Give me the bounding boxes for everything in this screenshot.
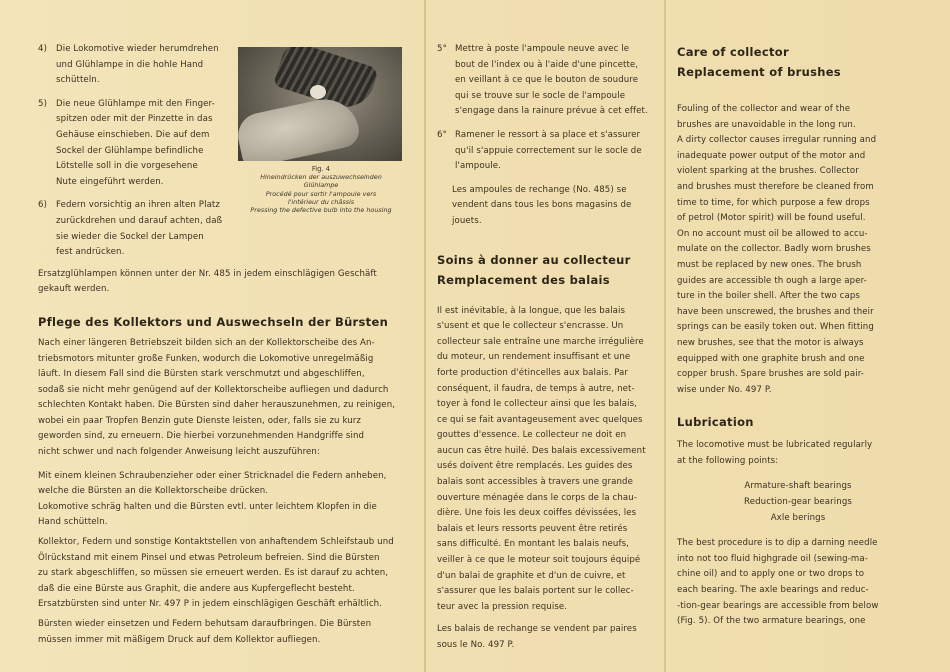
text-line: usés doivent être remplacés. Les guides des — [437, 461, 633, 472]
text-line: sans difficulté. En montant les balais neufs, — [437, 539, 629, 550]
text-line: Ersatzbürsten sind unter Nr. 497 P in jedem einschlägigen Geschäft erhältlich. — [38, 599, 383, 610]
text-line: copper brush. Spare brushes are sold pair- — [677, 369, 864, 380]
text-line: into not too fluid highgrade oil (sewing-ma- — [677, 553, 868, 564]
text-line: zu stark abgeschliffen, so müssen sie erneuert werden. Es ist darauf zu achten, — [38, 568, 389, 579]
text-line: forte production d'étincelles aux balais. Par — [437, 367, 629, 378]
text-line: Mettre à poste l'ampoule neuve avec le — [455, 44, 630, 54]
text-line: violent sparking at the brushes. Collector — [677, 166, 859, 177]
text-line: Mit einem kleinen Schraubenzieher oder einer Stricknadel die Federn anheben, — [38, 470, 387, 481]
list-number: 5) — [38, 98, 48, 109]
section-heading-fr — [437, 250, 655, 290]
text-line: new brushes, see that the motor is always — [677, 337, 864, 348]
text-line: wise under No. 497 P. — [677, 384, 772, 395]
text-line: läuft. In diesem Fall sind die Bürsten stark verschmutzt und abgeschliffen, — [38, 369, 365, 380]
text-line: collecteur sale entraîne une marche irrégulière — [437, 336, 644, 347]
text-line: triebsmotors mitunter große Funken, wodurch die Lokomotive unregelmäßig — [38, 353, 374, 364]
text-line: Il est inévitable, à la longue, que les balais — [437, 305, 626, 316]
caption-en: Pressing the defective bulb into the housing — [250, 206, 392, 215]
lubrication-point: Axle berings — [770, 512, 826, 523]
text-line: toyer à fond le collecteur ainsi que les balais, — [437, 399, 637, 410]
page-fold — [424, 0, 426, 672]
text-line: und Glühlampe in die hohle Hand — [56, 59, 204, 70]
bulb-image — [310, 85, 326, 99]
text-line: and brushes must therefore be cleaned from — [677, 181, 874, 192]
text-line: Lötstelle soll in die vorgesehene — [56, 161, 198, 172]
text-line: s'engage dans la rainure prévue à cet effet. — [455, 106, 648, 117]
caption-line: Glühlampe — [303, 181, 339, 190]
text-line: balais sont accessibles à travers une grande — [437, 477, 633, 488]
text-line: vendent dans tous les bons magasins de — [452, 200, 632, 211]
text-line: Federn vorsichtig an ihren alten Platz — [56, 200, 221, 211]
list-text — [56, 198, 222, 260]
text-line: s'usent et que le collecteur s'encrasse. Un — [437, 321, 624, 332]
text-line: aucun cas être huilé. Des balais excessivement — [437, 445, 646, 456]
text-line: ture in the boiler shell. After the two caps — [677, 291, 860, 302]
text-line: welche die Bürsten an die Kollektorscheibe drücken. — [38, 486, 269, 497]
text-line: Die neue Glühlampe mit den Finger- — [56, 98, 215, 109]
text-line: dière. Une fois les deux coiffes dévissées, les — [437, 508, 637, 519]
lubrication-point: Reduction-gear bearings — [744, 497, 852, 508]
text-line: Lokomotive schräg halten und die Bürsten evtl. unter leichtem Klopfen in die — [38, 501, 377, 512]
text-line: Sockel der Glühlampe befindliche — [56, 145, 204, 156]
text-line: inadequate power output of the motor and — [677, 150, 866, 161]
text-line: schlechten Kontakt haben. Die Bürsten sind daher herauszunehmen, zu reinigen, — [38, 400, 396, 411]
text-line: schütteln. — [56, 75, 100, 86]
text-line: -tion-gear bearings are accessible from below — [677, 600, 879, 611]
text-line: en veillant à ce que le bouton de soudure — [455, 75, 639, 86]
text-line: Nach einer längeren Betriebszeit bilden sich an der Kollektorscheibe des An- — [38, 337, 375, 348]
text-line: nicht schwer und nach folgender Anweisung leicht auszuführen: — [38, 447, 320, 458]
heading-line: Replacement of brushes — [677, 65, 841, 79]
text-line: must be replaced by new ones. The brush — [677, 259, 862, 270]
text-line: sodaß sie nicht mehr genügend auf der Kollektorscheibe aufliegen und dadurch — [38, 384, 389, 395]
text-line: qui se trouve sur le socle de l'ampoule — [455, 90, 626, 101]
text-line: bout de l'index ou à l'aide d'une pincette, — [455, 59, 639, 70]
text-line: sous le No. 497 P. — [437, 640, 515, 650]
list-number: 4) — [38, 44, 48, 54]
text-line: ouverture ménagée dans le corps de la chau- — [437, 492, 638, 503]
lubrication-point: Armature-shaft bearings — [744, 481, 852, 492]
text-line: Gehäuse einschieben. Die auf dem — [56, 129, 210, 140]
french-column — [437, 42, 655, 654]
text-line: d'un balai de graphite et d'un de cuivre, et — [437, 570, 626, 581]
text-line: of petrol (Motor spirit) will be found useful. — [677, 213, 866, 224]
text-line: qu'il s'appuie correctement sur le socle de — [455, 145, 642, 156]
text-line: geworden sind, zu erneuern. Die hierbei vorzunehmenden Handgriffe sind — [38, 431, 365, 442]
text-line: balais et leurs ressorts peuvent être retirés — [437, 523, 628, 534]
list-number: 5° — [437, 44, 447, 54]
caption-line: Hineindrücken der auszuwechselnden — [260, 173, 382, 182]
list-text — [56, 97, 215, 191]
text-line: teur avec la pression requise. — [437, 601, 568, 612]
text-line: The best procedure is to dip a darning needle — [677, 538, 878, 549]
list-item — [38, 97, 238, 191]
caption-line: l'intérieur du châssis — [287, 197, 355, 206]
list-text — [455, 42, 648, 120]
figure-caption — [236, 165, 406, 214]
text-line: springs can be easily token out. When fitting — [677, 322, 874, 333]
text-line: l'ampoule. — [455, 161, 501, 172]
heading-line: Remplacement des balais — [437, 272, 610, 287]
text-line: The locomotive must be lubricated regularly — [677, 440, 873, 451]
list-number: 6) — [38, 200, 48, 211]
text-line: jouets. — [452, 215, 482, 226]
list-item — [437, 42, 655, 120]
text-line: (Fig. 5). Of the two armature bearings, one — [677, 616, 866, 627]
text-line: Ölrückstand mit einem Pinsel und etwas Petroleum befreien. Sind die Bürsten — [38, 552, 380, 563]
heading-line: Care of collector — [677, 45, 789, 59]
figure-photo — [238, 47, 402, 161]
text-line: On no account must oil be allowed to accu- — [677, 228, 868, 239]
lubrication-heading: Lubrication — [677, 415, 754, 430]
section-heading-de: Pflege des Kollektors und Auswechseln der Bürsten — [38, 314, 389, 329]
text-line: sie wieder die Sockel der Lampen — [56, 231, 204, 242]
page-fold — [664, 0, 666, 672]
list-item — [38, 42, 238, 89]
list-text — [455, 128, 642, 175]
text-line: fest andrücken. — [56, 247, 125, 258]
list-text — [56, 42, 219, 89]
text-line: chine oil) and to apply one or two drops to — [677, 569, 865, 580]
text-line: zurückdrehen und darauf achten, daß — [56, 215, 223, 226]
text-line: Ersatzglühlampen können unter der Nr. 485 in jedem einschlägigen Geschäft — [38, 268, 377, 279]
text-line: wobei ein paar Tropfen Benzin gute Dienste leisten, oder, falls sie zu kurz — [38, 415, 362, 426]
text-line: Les balais de rechange se vendent par paires — [437, 624, 637, 635]
text-line: s'assurer que les balais portent sur le collec- — [437, 586, 634, 597]
text-line: Nute eingeführt werden. — [56, 176, 164, 187]
text-line: Die Lokomotive wieder herumdrehen — [56, 44, 219, 54]
text-line: du moteur, un rendement insuffisant et une — [437, 352, 631, 363]
text-line: brushes are unavoidable in the long run. — [677, 119, 856, 130]
text-line: müssen immer mit mäßigem Druck auf dem Kollektor aufliegen. — [38, 634, 321, 645]
english-column — [677, 42, 899, 630]
text-line: gekauft werden. — [38, 284, 110, 295]
text-line: A dirty collector causes irregular running and — [677, 135, 877, 146]
caption-line: Procédé pour sortir l'ampoule vers — [265, 189, 377, 198]
list-number: 6° — [437, 129, 447, 140]
text-line: Fouling of the collector and wear of the — [677, 104, 851, 114]
text-line: Les ampoules de rechange (No. 485) se — [452, 184, 627, 195]
heading-line: Soins à donner au collecteur — [437, 252, 631, 267]
text-line: Ramener le ressort à sa place et s'assurer — [455, 129, 641, 140]
text-line: conséquent, il faudra, de temps à autre, net- — [437, 383, 635, 394]
text-line: veiller à ce que le moteur soit toujours équipé — [437, 555, 641, 566]
text-line: Kollektor, Federn und sonstige Kontaktstellen von anhaftendem Schleifstaub und — [38, 537, 394, 548]
text-line: guides are accessible th ough a large aper- — [677, 275, 867, 286]
list-item — [38, 198, 238, 260]
text-line: Bürsten wieder einsetzen und Federn behutsam daraufbringen. Die Bürsten — [38, 619, 372, 629]
text-line: equipped with one graphite brush and one — [677, 353, 865, 364]
figure-label: Fig. 4 — [311, 165, 331, 173]
text-line: spitzen oder mit der Pinzette in das — [56, 114, 213, 125]
text-line: ce qui se fait avantageusement avec quelques — [437, 414, 643, 425]
text-line: Hand schütteln. — [38, 517, 108, 528]
text-line: daß die eine Bürste aus Graphit, die andere aus Kupfergeflecht besteht. — [38, 583, 355, 594]
text-line: each bearing. The axle bearings and reduc- — [677, 585, 869, 596]
section-heading-en — [677, 42, 899, 82]
list-item — [437, 128, 655, 175]
text-line: time to time, for which purpose a few drops — [677, 197, 870, 208]
text-line: gouttes d'essence. Le collecteur ne doit en — [437, 430, 627, 441]
text-line: at the following points: — [677, 455, 779, 466]
text-line: have been unscrewed, the brushes and their — [677, 306, 874, 317]
text-line: mulate on the collector. Badly worn brushes — [677, 244, 871, 255]
